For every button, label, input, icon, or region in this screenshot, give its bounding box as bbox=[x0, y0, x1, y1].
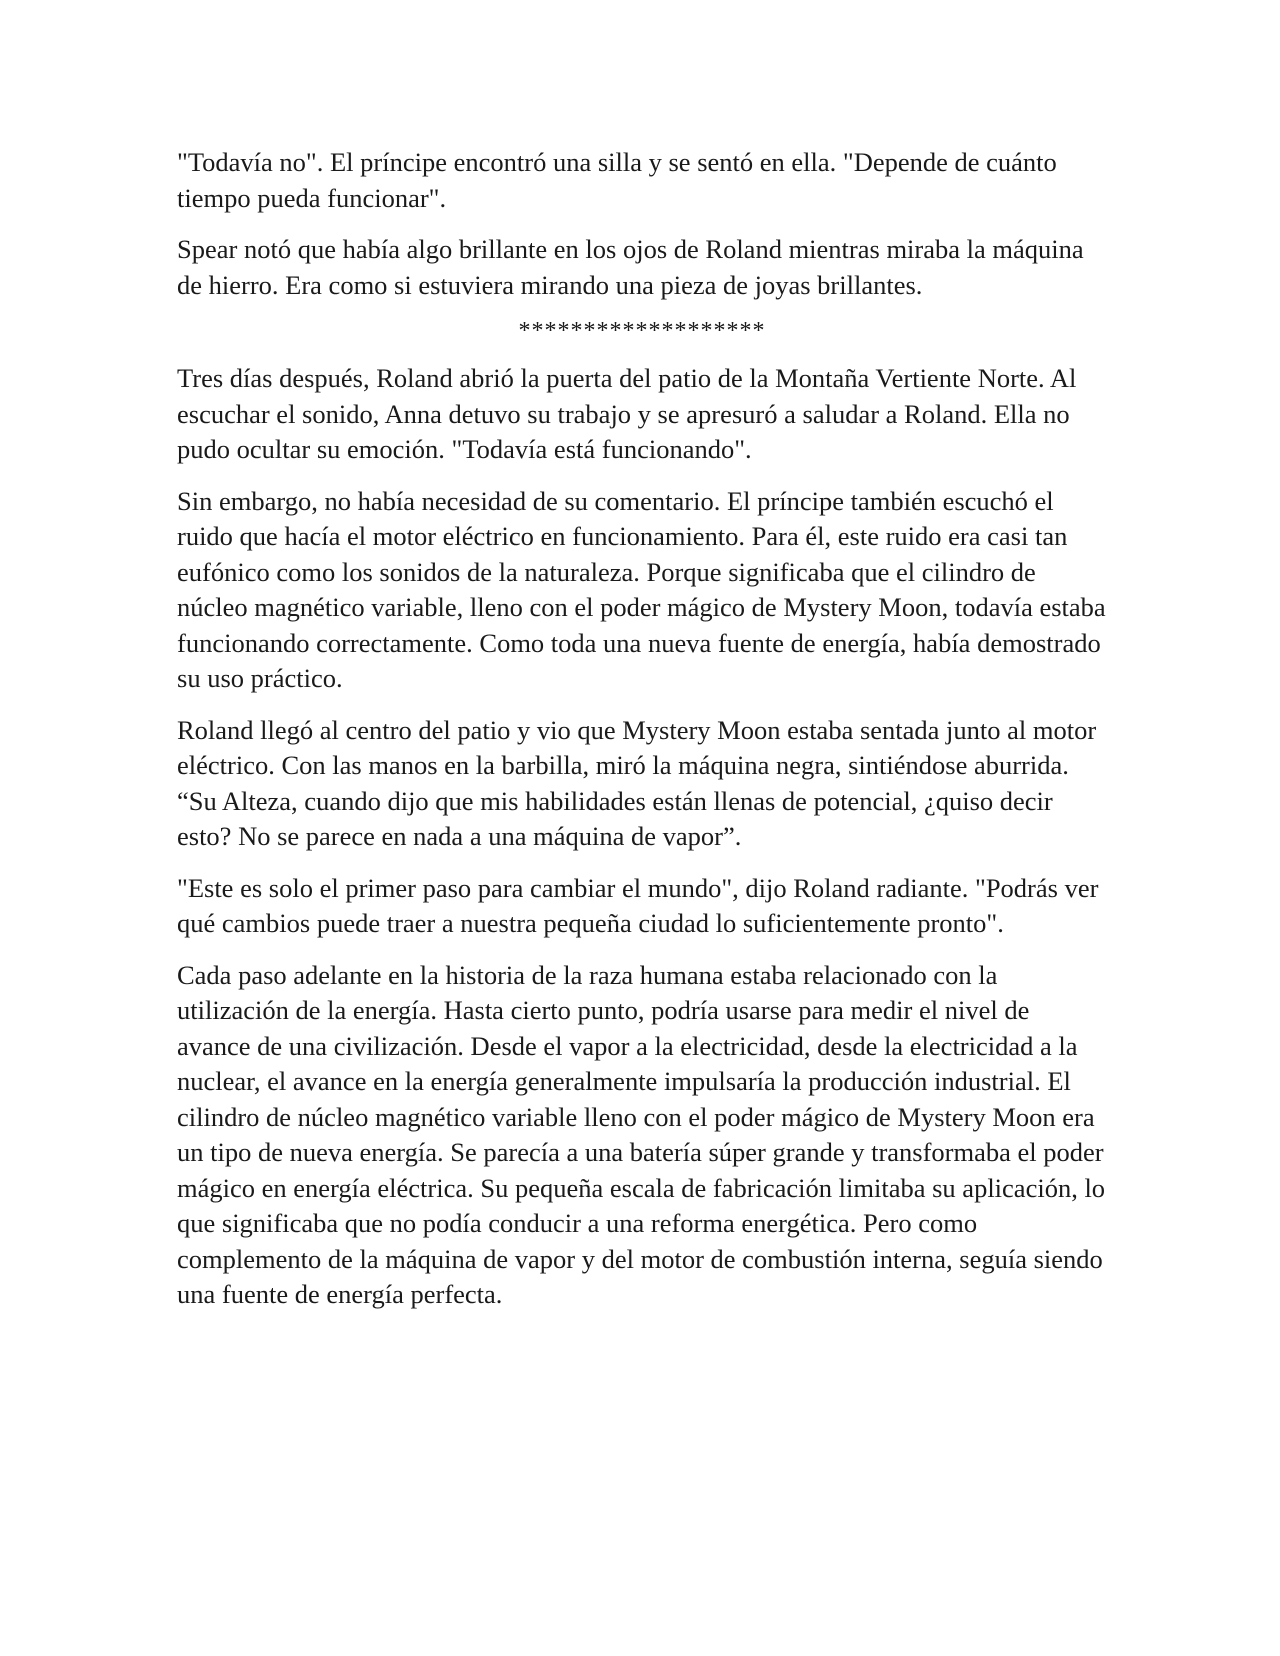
paragraph: "Este es solo el primer paso para cambiar el mundo", dijo Roland radiante. "Podrás ver qué cambios puede traer a nuestra pequeña ciudad lo suficientemente pronto". bbox=[177, 872, 1099, 938]
paragraph: Tres días después, Roland abrió la puerta del patio de la Montaña Vertiente Norte. Al escuchar el sonido, Anna detuvo su trabajo y se apresuró a saludar a Roland. Ella no pudo ocultar su emoción. "Todavía está funcionando". bbox=[177, 363, 1077, 464]
paragraph: Spear notó que había algo brillante en los ojos de Roland mientras miraba la máquina de hierro. Era como si estuviera mirando una pieza de joyas brillantes. bbox=[177, 234, 1084, 300]
paragraph: "Todavía no". El príncipe encontró una silla y se sentó en ella. "Depende de cuánto tiempo pueda funcionar". bbox=[177, 147, 1057, 213]
section-separator: ******************* bbox=[518, 318, 766, 344]
paragraph: Roland llegó al centro del patio y vio que Mystery Moon estaba sentada junto al motor eléctrico. Con las manos en la barbilla, miró la máquina negra, sintiéndose aburrida. “Su Alteza, cuando dijo que mis habilidades están llenas de potencial, ¿quiso decir esto? No se parece en nada a una máquina de vapor”. bbox=[177, 714, 1097, 851]
paragraph: Cada paso adelante en la historia de la raza humana estaba relacionado con la utilización de la energía. Hasta cierto punto, podría usarse para medir el nivel de avance de una civilización. Desde el vapor a la electricidad, desde la electricidad a la nuclear, el avance en la energía generalmente impulsaría la producción industrial. El cilindro de núcleo magnético variable lleno con el poder mágico de Mystery Moon era un tipo de nueva energía. Se parecía a una batería súper grande y transformaba el poder mágico en energía eléctrica. Su pequeña escala de fabricación limitaba su aplicación, lo que significaba que no podía conducir a una reforma energética. Pero como complemento de la máquina de vapor y del motor de combustión interna, seguía siendo una fuente de energía perfecta. bbox=[177, 959, 1106, 1309]
paragraph: Sin embargo, no había necesidad de su comentario. El príncipe también escuchó el ruido que hacía el motor eléctrico en funcionamiento. Para él, este ruido era casi tan eufónico como los sonidos de la naturaleza. Porque significaba que el cilindro de núcleo magnético variable, lleno con el poder mágico de Mystery Moon, todavía estaba funcionando correctamente. Como toda una nueva fuente de energía, había demostrado su uso práctico. bbox=[177, 485, 1106, 693]
body-text bbox=[177, 145, 1107, 1329]
